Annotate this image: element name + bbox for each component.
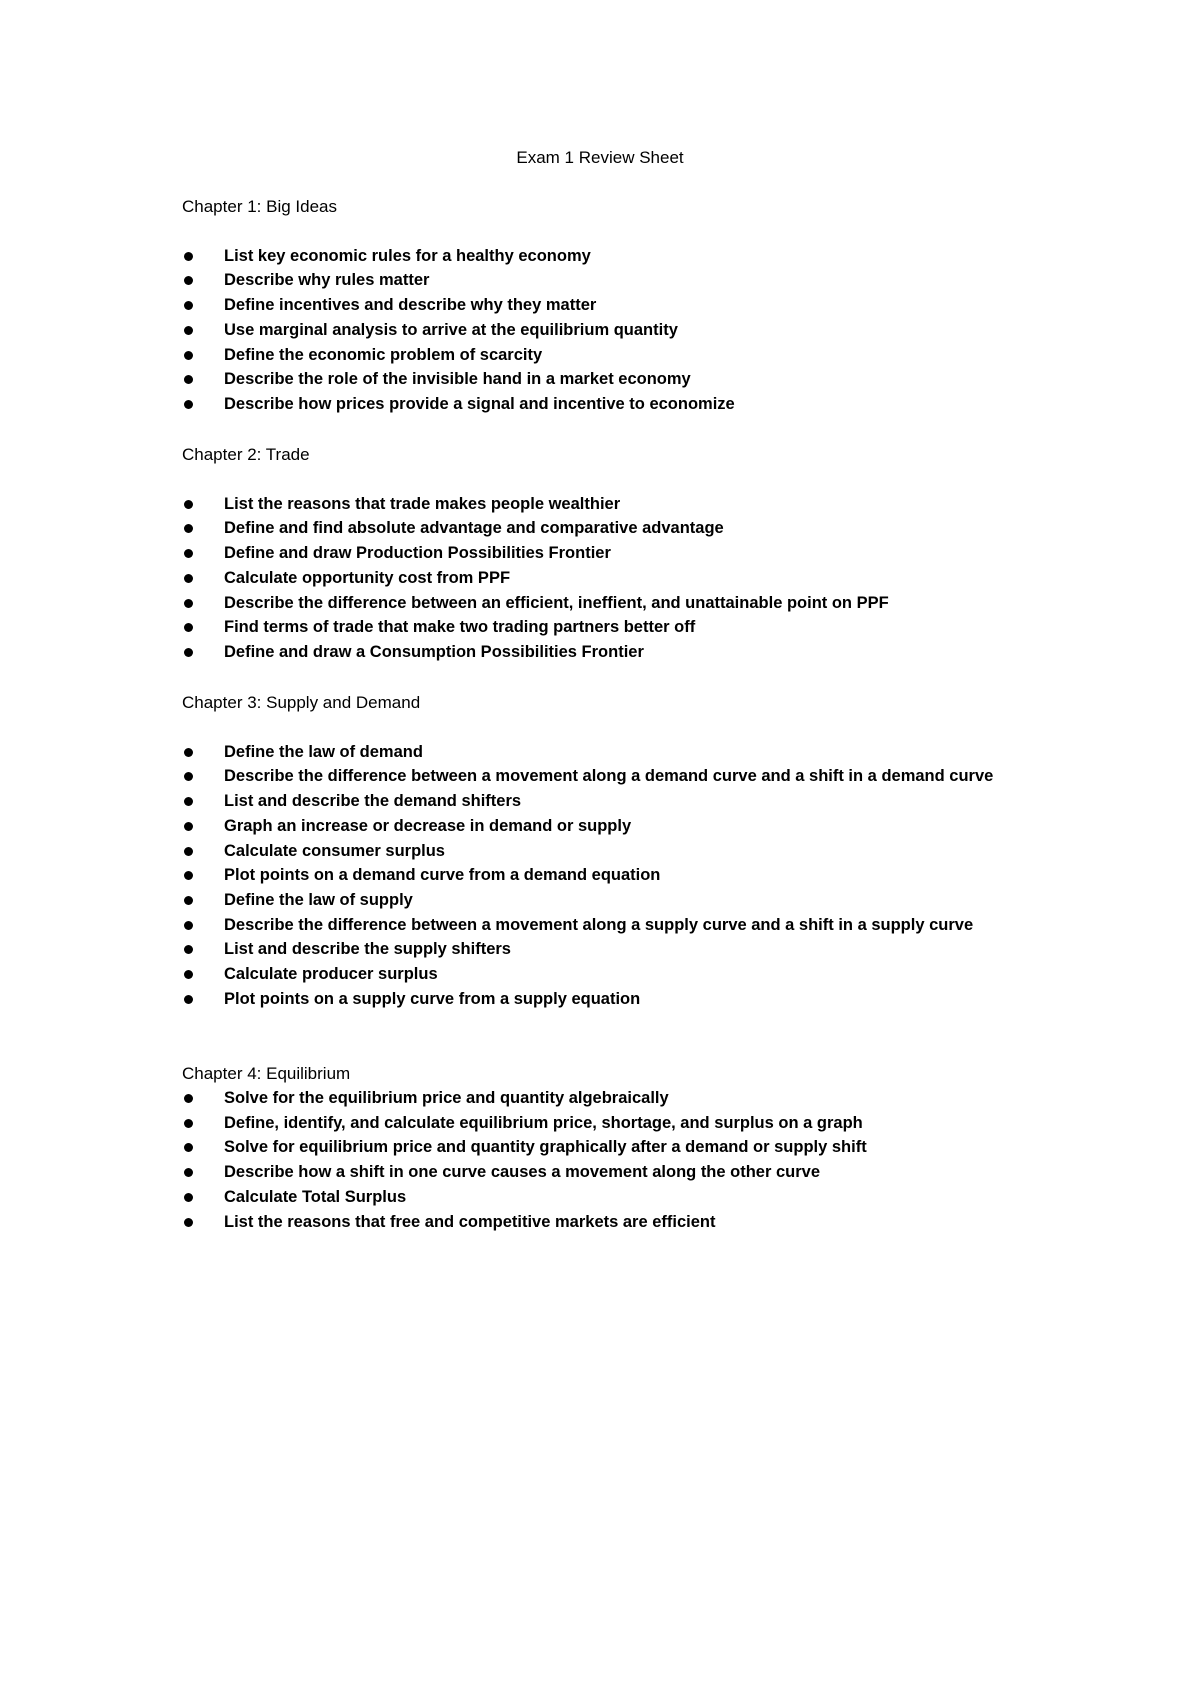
list-item-text: Define and draw a Consumption Possibilities Frontier [224, 642, 644, 661]
bullet-icon [184, 772, 193, 781]
list-item-text: Define, identify, and calculate equilibrium price, shortage, and surplus on a graph [224, 1113, 863, 1132]
list-item [182, 615, 1022, 640]
bullet-icon [184, 574, 193, 583]
list-item-text: Describe why rules matter [224, 271, 430, 290]
bullet-icon [184, 301, 193, 310]
list-item-text: List the reasons that trade makes people wealthier [224, 494, 621, 513]
list-item [182, 913, 1022, 938]
chapter-4-heading: Chapter 4: Equilibrium [182, 1064, 351, 1083]
bullet-icon [184, 1168, 193, 1177]
list-item [182, 591, 1022, 616]
list-item-text: Describe how prices provide a signal and incentive to economize [224, 394, 735, 413]
bullet-icon [184, 524, 193, 533]
chapter-3-heading: Chapter 3: Supply and Demand [182, 693, 421, 712]
list-item-text: Graph an increase or decrease in demand or supply [224, 816, 632, 835]
bullet-icon [184, 748, 193, 757]
list-item [182, 566, 1022, 591]
list-item [182, 740, 1022, 765]
bullet-icon [184, 1094, 193, 1103]
bullet-icon [184, 375, 193, 384]
list-item-text: Define the law of demand [224, 742, 423, 761]
bullet-icon [184, 945, 193, 954]
list-item-text: Find terms of trade that make two trading partners better off [224, 618, 696, 637]
list-item-text: Solve for equilibrium price and quantity graphically after a demand or supply shift [224, 1138, 867, 1157]
chapter-4-list [182, 1086, 1022, 1234]
bullet-icon [184, 847, 193, 856]
chapter-1-heading: Chapter 1: Big Ideas [182, 197, 337, 216]
list-item-text: Define the law of supply [224, 890, 413, 909]
bullet-icon [184, 252, 193, 261]
list-item [182, 1160, 1022, 1185]
chapter-1-section [182, 195, 1022, 417]
list-item [182, 1135, 1022, 1160]
bullet-icon [184, 1193, 193, 1202]
list-item [182, 863, 1022, 888]
list-item [182, 640, 1022, 665]
list-item [182, 541, 1022, 566]
list-item [182, 516, 1022, 541]
list-item [182, 318, 1022, 343]
list-item [182, 888, 1022, 913]
list-item-text: Calculate Total Surplus [224, 1187, 407, 1206]
list-item [182, 1086, 1022, 1111]
list-item-text: List and describe the supply shifters [224, 940, 511, 959]
list-item-text: Plot points on a demand curve from a demand equation [224, 866, 661, 885]
bullet-icon [184, 896, 193, 905]
bullet-icon [184, 599, 193, 608]
bullet-icon [184, 1218, 193, 1227]
list-item-text: Calculate opportunity cost from PPF [224, 568, 511, 587]
chapter-2-list [182, 492, 1022, 665]
chapter-4-section [182, 1062, 1022, 1234]
list-item [182, 293, 1022, 318]
list-item-text: Use marginal analysis to arrive at the equilibrium quantity [224, 320, 678, 339]
list-item-text: Describe the difference between an efficient, ineffient, and unattainable point on PPF [224, 593, 889, 612]
bullet-icon [184, 1119, 193, 1128]
list-item-text: Define incentives and describe why they matter [224, 296, 597, 315]
bullet-icon [184, 970, 193, 979]
bullet-icon [184, 995, 193, 1004]
list-item-text: Describe the difference between a movement along a demand curve and a shift in a demand curve [224, 767, 994, 786]
chapter-1-list [182, 244, 1022, 417]
list-item [182, 764, 1022, 789]
bullet-icon [184, 871, 193, 880]
list-item [182, 789, 1022, 814]
bullet-icon [184, 648, 193, 657]
list-item [182, 244, 1022, 269]
bullet-icon [184, 351, 193, 360]
bullet-icon [184, 921, 193, 930]
list-item [182, 343, 1022, 368]
list-item-text: Plot points on a supply curve from a supply equation [224, 989, 641, 1008]
list-item [182, 1210, 1022, 1235]
list-item [182, 814, 1022, 839]
bullet-icon [184, 276, 193, 285]
list-item-text: Define the economic problem of scarcity [224, 345, 543, 364]
list-item-text: Define and draw Production Possibilities Frontier [224, 544, 611, 563]
list-item-text: Describe the role of the invisible hand in a market economy [224, 370, 691, 389]
bullet-icon [184, 326, 193, 335]
bullet-icon [184, 797, 193, 806]
list-item-text: Calculate consumer surplus [224, 841, 445, 860]
list-item [182, 1111, 1022, 1136]
list-item [182, 492, 1022, 517]
list-item-text: List the reasons that free and competitive markets are efficient [224, 1212, 716, 1231]
list-item [182, 268, 1022, 293]
chapter-3-section [182, 691, 1022, 1011]
list-item-text: Solve for the equilibrium price and quantity algebraically [224, 1089, 669, 1107]
list-item [182, 392, 1022, 417]
list-item-text: Define and find absolute advantage and comparative advantage [224, 519, 724, 538]
chapter-2-section [182, 443, 1022, 665]
bullet-icon [184, 1143, 193, 1152]
chapter-2-heading: Chapter 2: Trade [182, 445, 310, 464]
list-item-text: Describe the difference between a movement along a supply curve and a shift in a supply curve [224, 915, 974, 934]
list-item [182, 962, 1022, 987]
bullet-icon [184, 623, 193, 632]
bullet-icon [184, 400, 193, 409]
list-item [182, 367, 1022, 392]
chapter-3-list [182, 740, 1022, 1012]
document-title: Exam 1 Review Sheet [516, 148, 684, 167]
bullet-icon [184, 549, 193, 558]
list-item-text: List key economic rules for a healthy economy [224, 246, 591, 265]
list-item-text: Calculate producer surplus [224, 965, 438, 984]
list-item-text: Describe how a shift in one curve causes a movement along the other curve [224, 1163, 821, 1182]
bullet-icon [184, 500, 193, 509]
list-item [182, 937, 1022, 962]
list-item [182, 987, 1022, 1012]
list-item [182, 1185, 1022, 1210]
list-item-text: List and describe the demand shifters [224, 792, 522, 811]
bullet-icon [184, 822, 193, 831]
list-item [182, 839, 1022, 864]
